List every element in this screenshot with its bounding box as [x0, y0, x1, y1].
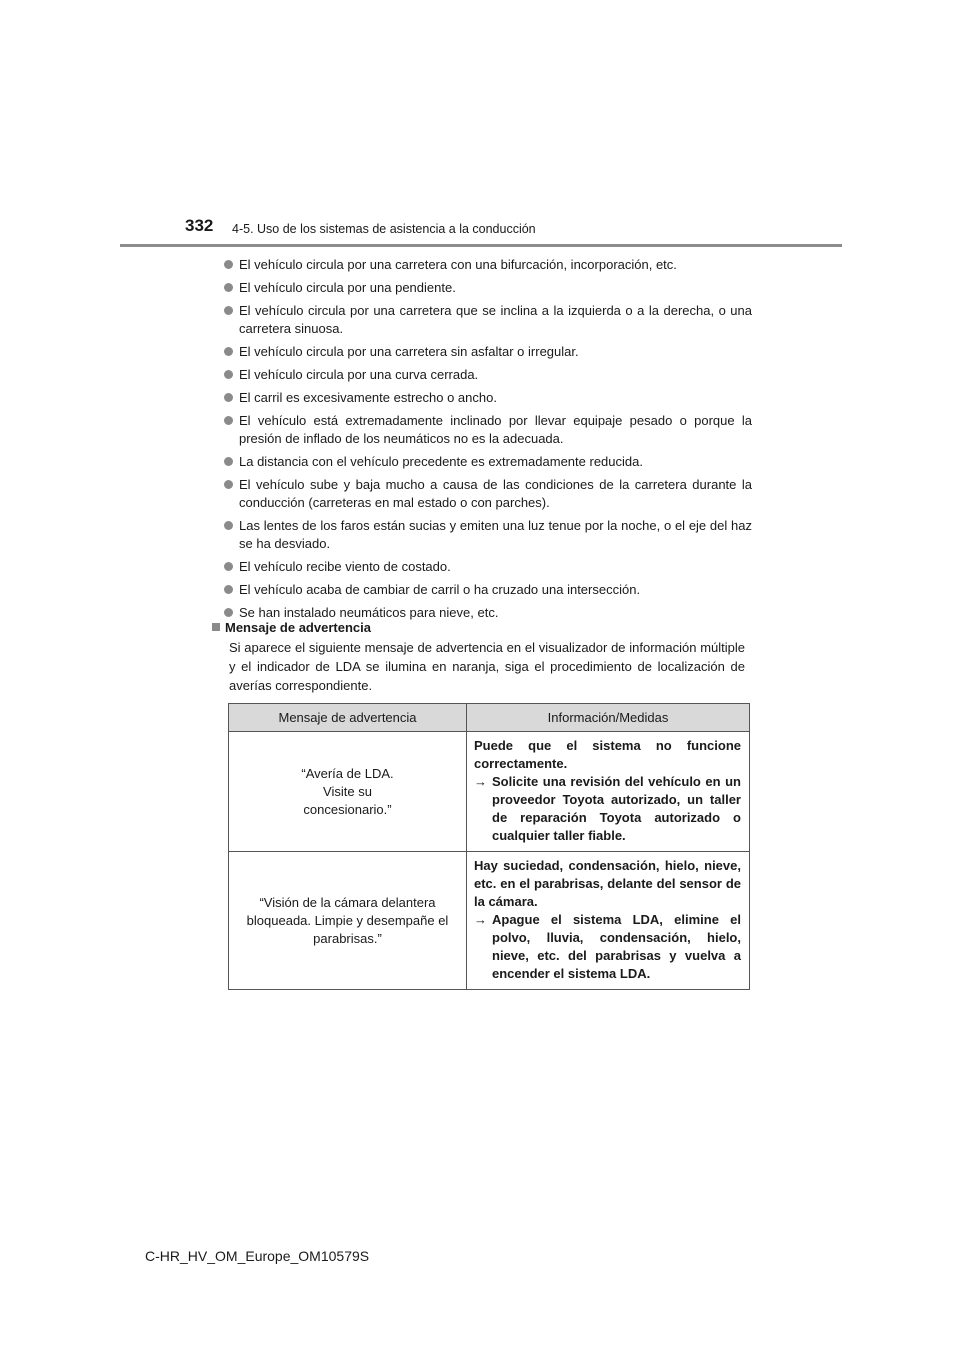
info-text: Puede que el sistema no funcione correctamente.: [474, 738, 741, 771]
list-item: El vehículo sube y baja mucho a causa de las condiciones de la carretera durante la conducción (carreteras en mal estado o con parches).: [224, 476, 752, 512]
info-text: Hay suciedad, condensación, hielo, nieve, etc. en el parabrisas, delante del sensor de la cámara.: [474, 858, 741, 909]
action-text: → Solicite una revisión del vehículo en un proveedor Toyota autorizado, un taller de reparación Toyota autorizado o cualquier taller fiable.: [474, 774, 741, 843]
warning-message-cell: “Avería de LDA. Visite su concesionario.”: [229, 732, 467, 852]
bullet-icon: [224, 608, 233, 617]
bullet-icon: [224, 283, 233, 292]
bullet-icon: [224, 370, 233, 379]
list-item: El vehículo circula por una carretera sin asfaltar o irregular.: [224, 343, 752, 361]
bullet-icon: [224, 306, 233, 315]
warning-message-cell: “Visión de la cámara delantera bloqueada. Limpie y desempañe el parabrisas.”: [229, 852, 467, 990]
table-row: [229, 852, 750, 990]
arrow-right-icon: →: [474, 912, 487, 927]
list-item: El vehículo está extremadamente inclinado por llevar equipaje pesado o porque la presión de inflado de los neumáticos no es la adecuada.: [224, 412, 752, 448]
section-title: 4-5. Uso de los sistemas de asistencia a la conducción: [232, 222, 536, 236]
list-item: Se han instalado neumáticos para nieve, etc.: [224, 604, 752, 622]
list-item: El vehículo circula por una pendiente.: [224, 279, 752, 297]
list-item: El vehículo circula por una carretera con una bifurcación, incorporación, etc.: [224, 256, 752, 274]
list-item: El carril es excesivamente estrecho o ancho.: [224, 389, 752, 407]
bullet-icon: [224, 562, 233, 571]
info-cell: [467, 852, 750, 990]
list-item: El vehículo circula por una carretera que se inclina a la izquierda o a la derecha, o una carretera sinuosa.: [224, 302, 752, 338]
list-item: El vehículo circula por una curva cerrada.: [224, 366, 752, 384]
bullet-icon: [224, 480, 233, 489]
table-row: [229, 732, 750, 852]
document-id: C-HR_HV_OM_Europe_OM10579S: [145, 1248, 370, 1264]
list-item: El vehículo acaba de cambiar de carril o ha cruzado una intersección.: [224, 581, 752, 599]
bullet-icon: [224, 457, 233, 466]
list-item: El vehículo recibe viento de costado.: [224, 558, 752, 576]
page-number: 332: [185, 216, 214, 235]
warning-heading: Mensaje de advertencia: [212, 619, 371, 637]
list-item: Las lentes de los faros están sucias y emiten una luz tenue por la noche, o el eje del haz se ha desviado.: [224, 517, 752, 553]
bullet-icon: [224, 347, 233, 356]
arrow-right-icon: →: [474, 774, 487, 789]
column-header-message: Mensaje de advertencia: [229, 704, 467, 732]
bullet-icon: [224, 585, 233, 594]
bullet-icon: [224, 260, 233, 269]
list-item: La distancia con el vehículo precedente es extremadamente reducida.: [224, 453, 752, 471]
bullet-icon: [224, 416, 233, 425]
bullet-icon: [224, 521, 233, 530]
condition-list: [224, 256, 752, 627]
table-header-row: [229, 704, 750, 732]
action-text: → Apague el sistema LDA, elimine el polvo, lluvia, condensación, hielo, nieve, etc. del parabrisas y vuelva a encender el sistema LDA.: [474, 912, 741, 981]
info-cell: [467, 732, 750, 852]
header-divider: [120, 244, 842, 247]
warning-table: [228, 703, 750, 990]
column-header-info: Información/Medidas: [467, 704, 750, 732]
warning-intro: Si aparece el siguiente mensaje de advertencia en el visualizador de información múltiple y el indicador de LDA se ilumina en naranja, siga el procedimiento de localización de averías correspondiente.: [229, 640, 745, 693]
bullet-icon: [224, 393, 233, 402]
square-bullet-icon: [212, 623, 220, 631]
